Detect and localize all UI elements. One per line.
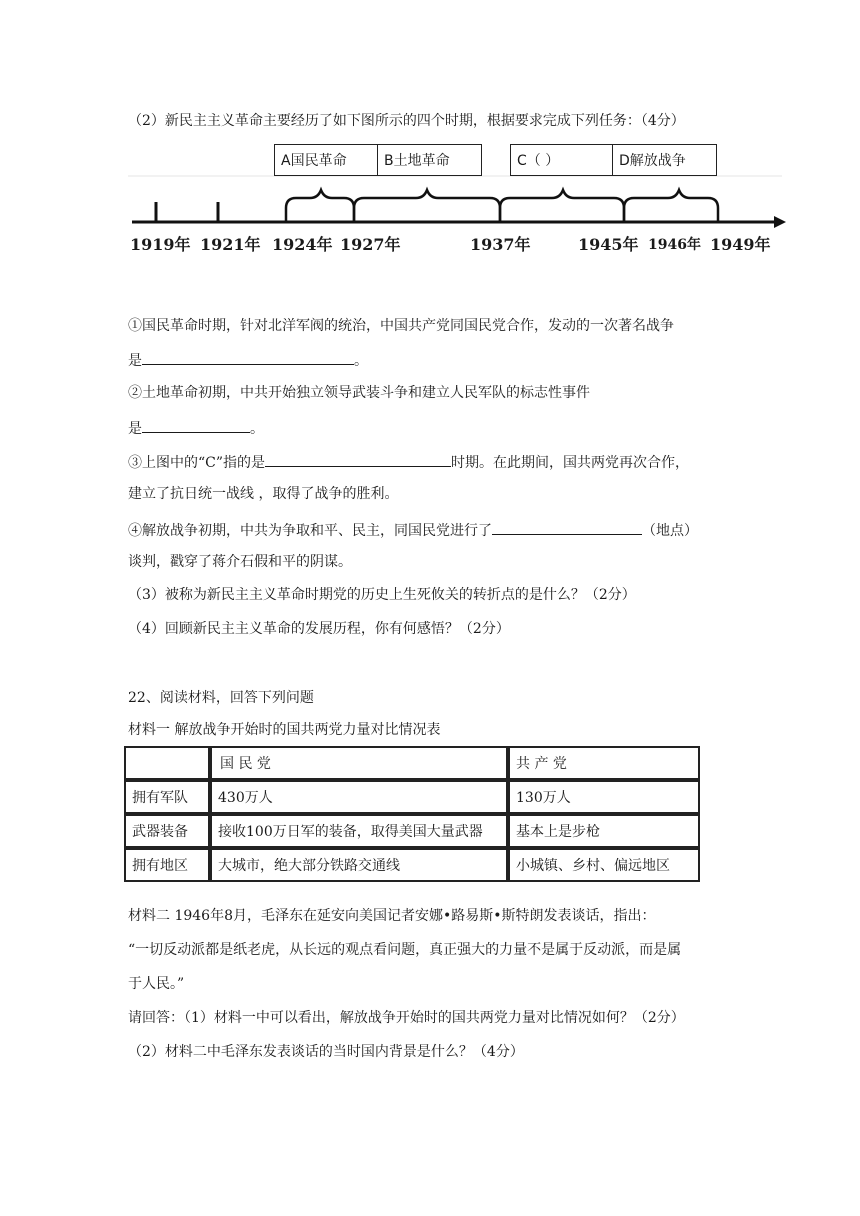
table-cell: 拥有地区 bbox=[124, 848, 210, 882]
table-cell: 基本上是步枪 bbox=[508, 814, 700, 848]
item3-line2: 建立了抗日统一战线 ，取得了战争的胜利。 bbox=[128, 486, 399, 502]
item1-suffix: 。 bbox=[354, 353, 368, 369]
year-label-1921: 1921年 bbox=[200, 235, 261, 254]
table-header-cell bbox=[124, 746, 210, 780]
item4-blank[interactable] bbox=[492, 518, 642, 535]
q22-question1: 请回答：（1）材料一中可以看出，解放战争开始时的国共两党力量对比情况如何？（2分） bbox=[128, 1010, 685, 1026]
year-label-1946: 1946年 bbox=[648, 237, 701, 253]
table-header-cell: 共 产 党 bbox=[508, 746, 700, 780]
timeline-diagram bbox=[128, 138, 788, 262]
material1-title: 材料一 解放战争开始时的国共两党力量对比情况表 bbox=[128, 722, 441, 738]
item2-prefix: 是 bbox=[128, 421, 142, 437]
item4-line1 bbox=[128, 518, 698, 541]
q21-part3: （3）被称为新民主主义革命时期党的历史上生死攸关的转折点的是什么？（2分） bbox=[128, 587, 636, 603]
year-label-1945: 1945年 bbox=[578, 235, 639, 254]
table-row bbox=[124, 780, 700, 814]
table-header-cell: 国 民 党 bbox=[210, 746, 508, 780]
item3-prefix: ③上图中的“C”指的是 bbox=[128, 455, 266, 471]
bracket-a bbox=[286, 190, 354, 222]
item3-line1 bbox=[128, 450, 689, 473]
table-cell: 130万人 bbox=[508, 780, 700, 814]
comparison-table bbox=[124, 746, 700, 882]
period-c-box: C（ ） bbox=[510, 144, 614, 176]
q22-title: 22、阅读材料，回答下列问题 bbox=[128, 690, 314, 706]
table-cell: 接收100万日军的装备，取得美国大量武器 bbox=[210, 814, 508, 848]
table-cell: 小城镇、乡村、偏远地区 bbox=[508, 848, 700, 882]
item3-suffix: 时期。在此期间，国共两党再次合作， bbox=[451, 455, 690, 471]
timeline-arrow-icon bbox=[774, 216, 786, 228]
bracket-b bbox=[354, 190, 500, 222]
table-row bbox=[124, 814, 700, 848]
period-b-box: B土地革命 bbox=[377, 144, 482, 176]
item1-answer-line bbox=[128, 348, 368, 371]
period-a-box: A国民革命 bbox=[274, 144, 379, 176]
item1-prefix: 是 bbox=[128, 353, 142, 369]
q22-question2: （2）材料二中毛泽东发表谈话的当时国内背景是什么？（4分） bbox=[128, 1044, 524, 1060]
item4-line2: 谈判，戳穿了蒋介石假和平的阴谋。 bbox=[128, 554, 352, 570]
material2-line1: 材料二 1946年8月，毛泽东在延安向美国记者安娜•路易斯•斯特朗发表谈话，指出： bbox=[128, 908, 656, 924]
table-row bbox=[124, 848, 700, 882]
year-label-1919: 1919年 bbox=[130, 235, 191, 254]
item2-answer-line bbox=[128, 416, 264, 439]
year-label-1937: 1937年 bbox=[470, 235, 531, 254]
item1-blank[interactable] bbox=[142, 348, 354, 365]
q21-part2-intro: （2）新民主主义革命主要经历了如下图所示的四个时期，根据要求完成下列任务：（4分） bbox=[128, 113, 685, 129]
table-cell: 大城市，绝大部分铁路交通线 bbox=[210, 848, 508, 882]
item3-blank[interactable] bbox=[265, 450, 451, 467]
year-label-1924: 1924年 bbox=[272, 235, 333, 254]
item4-prefix: ④解放战争初期，中共为争取和平、民主，同国民党进行了 bbox=[128, 523, 492, 539]
period-d-box: D解放战争 bbox=[612, 144, 717, 176]
item2-blank[interactable] bbox=[142, 416, 250, 433]
year-label-1927: 1927年 bbox=[340, 235, 401, 254]
table-cell: 拥有军队 bbox=[124, 780, 210, 814]
material2-line3: 于人民。” bbox=[128, 976, 185, 992]
item2-suffix: 。 bbox=[250, 421, 264, 437]
bracket-d bbox=[624, 190, 718, 222]
table-cell: 430万人 bbox=[210, 780, 508, 814]
material2-line2: “一切反动派都是纸老虎，从长远的观点看问题，真正强大的力量不是属于反动派，而是属 bbox=[128, 942, 682, 958]
bracket-c bbox=[500, 190, 624, 222]
year-label-1949: 1949年 bbox=[710, 235, 771, 254]
table-cell: 武器装备 bbox=[124, 814, 210, 848]
q21-part4: （4）回顾新民主主义革命的发展历程，你有何感悟？（2分） bbox=[128, 621, 510, 637]
item1-text: ①国民革命时期，针对北洋军阀的统治，中国共产党同国民党合作，发动的一次著名战争 bbox=[128, 318, 674, 334]
item4-suffix: （地点） bbox=[642, 523, 698, 539]
table-header-row bbox=[124, 746, 700, 780]
item2-text: ②土地革命初期，中共开始独立领导武装斗争和建立人民军队的标志性事件 bbox=[128, 385, 590, 401]
